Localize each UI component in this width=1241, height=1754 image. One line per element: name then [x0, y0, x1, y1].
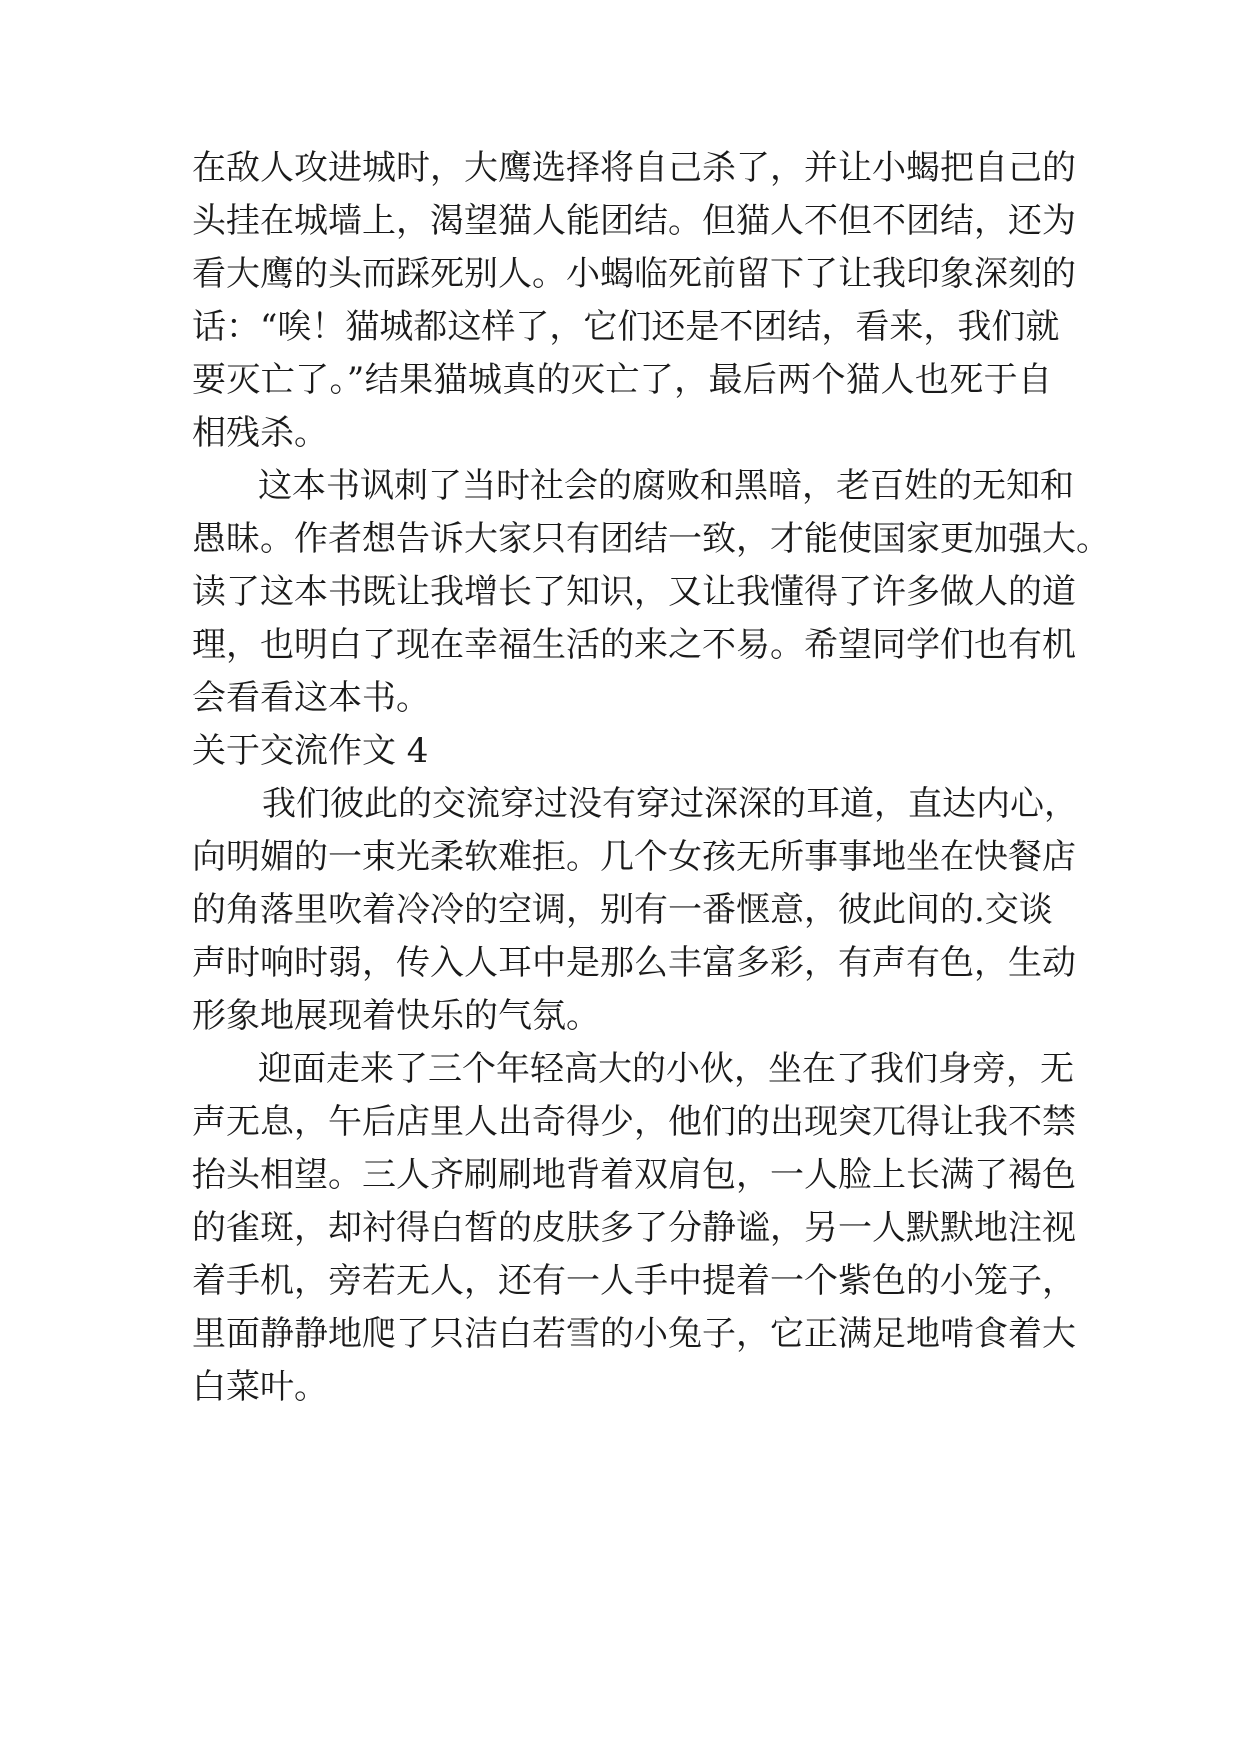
paragraph-line: 向明媚的一束光柔软难拒。几个女孩无所事事地坐在快餐店 [192, 837, 1076, 877]
paragraph-line: 声时响时弱，传入人耳中是那么丰富多彩，有声有色，生动 [192, 943, 1076, 983]
paragraph-line: 这本书讽刺了当时社会的腐败和黑暗，老百姓的无知和 [258, 466, 1074, 506]
paragraph-line: 里面静静地爬了只洁白若雪的小兔子，它正满足地啃食着大 [192, 1314, 1076, 1354]
paragraph-line: 抬头相望。三人齐刷刷地背着双肩包，一人脸上长满了褐色 [192, 1155, 1076, 1195]
paragraph-line: 的角落里吹着冷冷的空调，别有一番惬意，彼此间的.交谈 [192, 890, 1053, 930]
paragraph-line: 形象地展现着快乐的气氛。 [192, 996, 600, 1036]
paragraph-line: 着手机，旁若无人，还有一人手中提着一个紫色的小笼子， [192, 1261, 1076, 1301]
paragraph-line: 愚昧。作者想告诉大家只有团结一致，才能使国家更加强大。 [192, 519, 1110, 559]
paragraph-line: 要灭亡了。”结果猫城真的灭亡了，最后两个猫人也死于自 [192, 360, 1052, 400]
paragraph-line: 头挂在城墙上，渴望猫人能团结。但猫人不但不团结，还为 [192, 201, 1076, 241]
section-heading: 关于交流作文 4 [192, 731, 429, 771]
paragraph-line: 白菜叶。 [192, 1367, 328, 1407]
paragraph-line: 我们彼此的交流穿过没有穿过深深的耳道，直达内心， [262, 784, 1078, 824]
paragraph-line: 在敌人攻进城时，大鹰选择将自己杀了，并让小蝎把自己的 [192, 148, 1076, 188]
paragraph-line: 的雀斑，却衬得白皙的皮肤多了分静谧，另一人默默地注视 [192, 1208, 1076, 1248]
paragraph-line: 话：“唉！猫城都这样了，它们还是不团结，看来，我们就 [192, 307, 1060, 347]
paragraph-line: 相残杀。 [192, 413, 328, 453]
paragraph-line: 声无息，午后店里人出奇得少，他们的出现突兀得让我不禁 [192, 1102, 1076, 1142]
paragraph-line: 理，也明白了现在幸福生活的来之不易。希望同学们也有机 [192, 625, 1076, 665]
paragraph-line: 看大鹰的头而踩死别人。小蝎临死前留下了让我印象深刻的 [192, 254, 1076, 294]
paragraph-line: 读了这本书既让我增长了知识，又让我懂得了许多做人的道 [192, 572, 1076, 612]
paragraph-line: 会看看这本书。 [192, 678, 430, 718]
paragraph-line: 迎面走来了三个年轻高大的小伙，坐在了我们身旁，无 [258, 1049, 1074, 1089]
